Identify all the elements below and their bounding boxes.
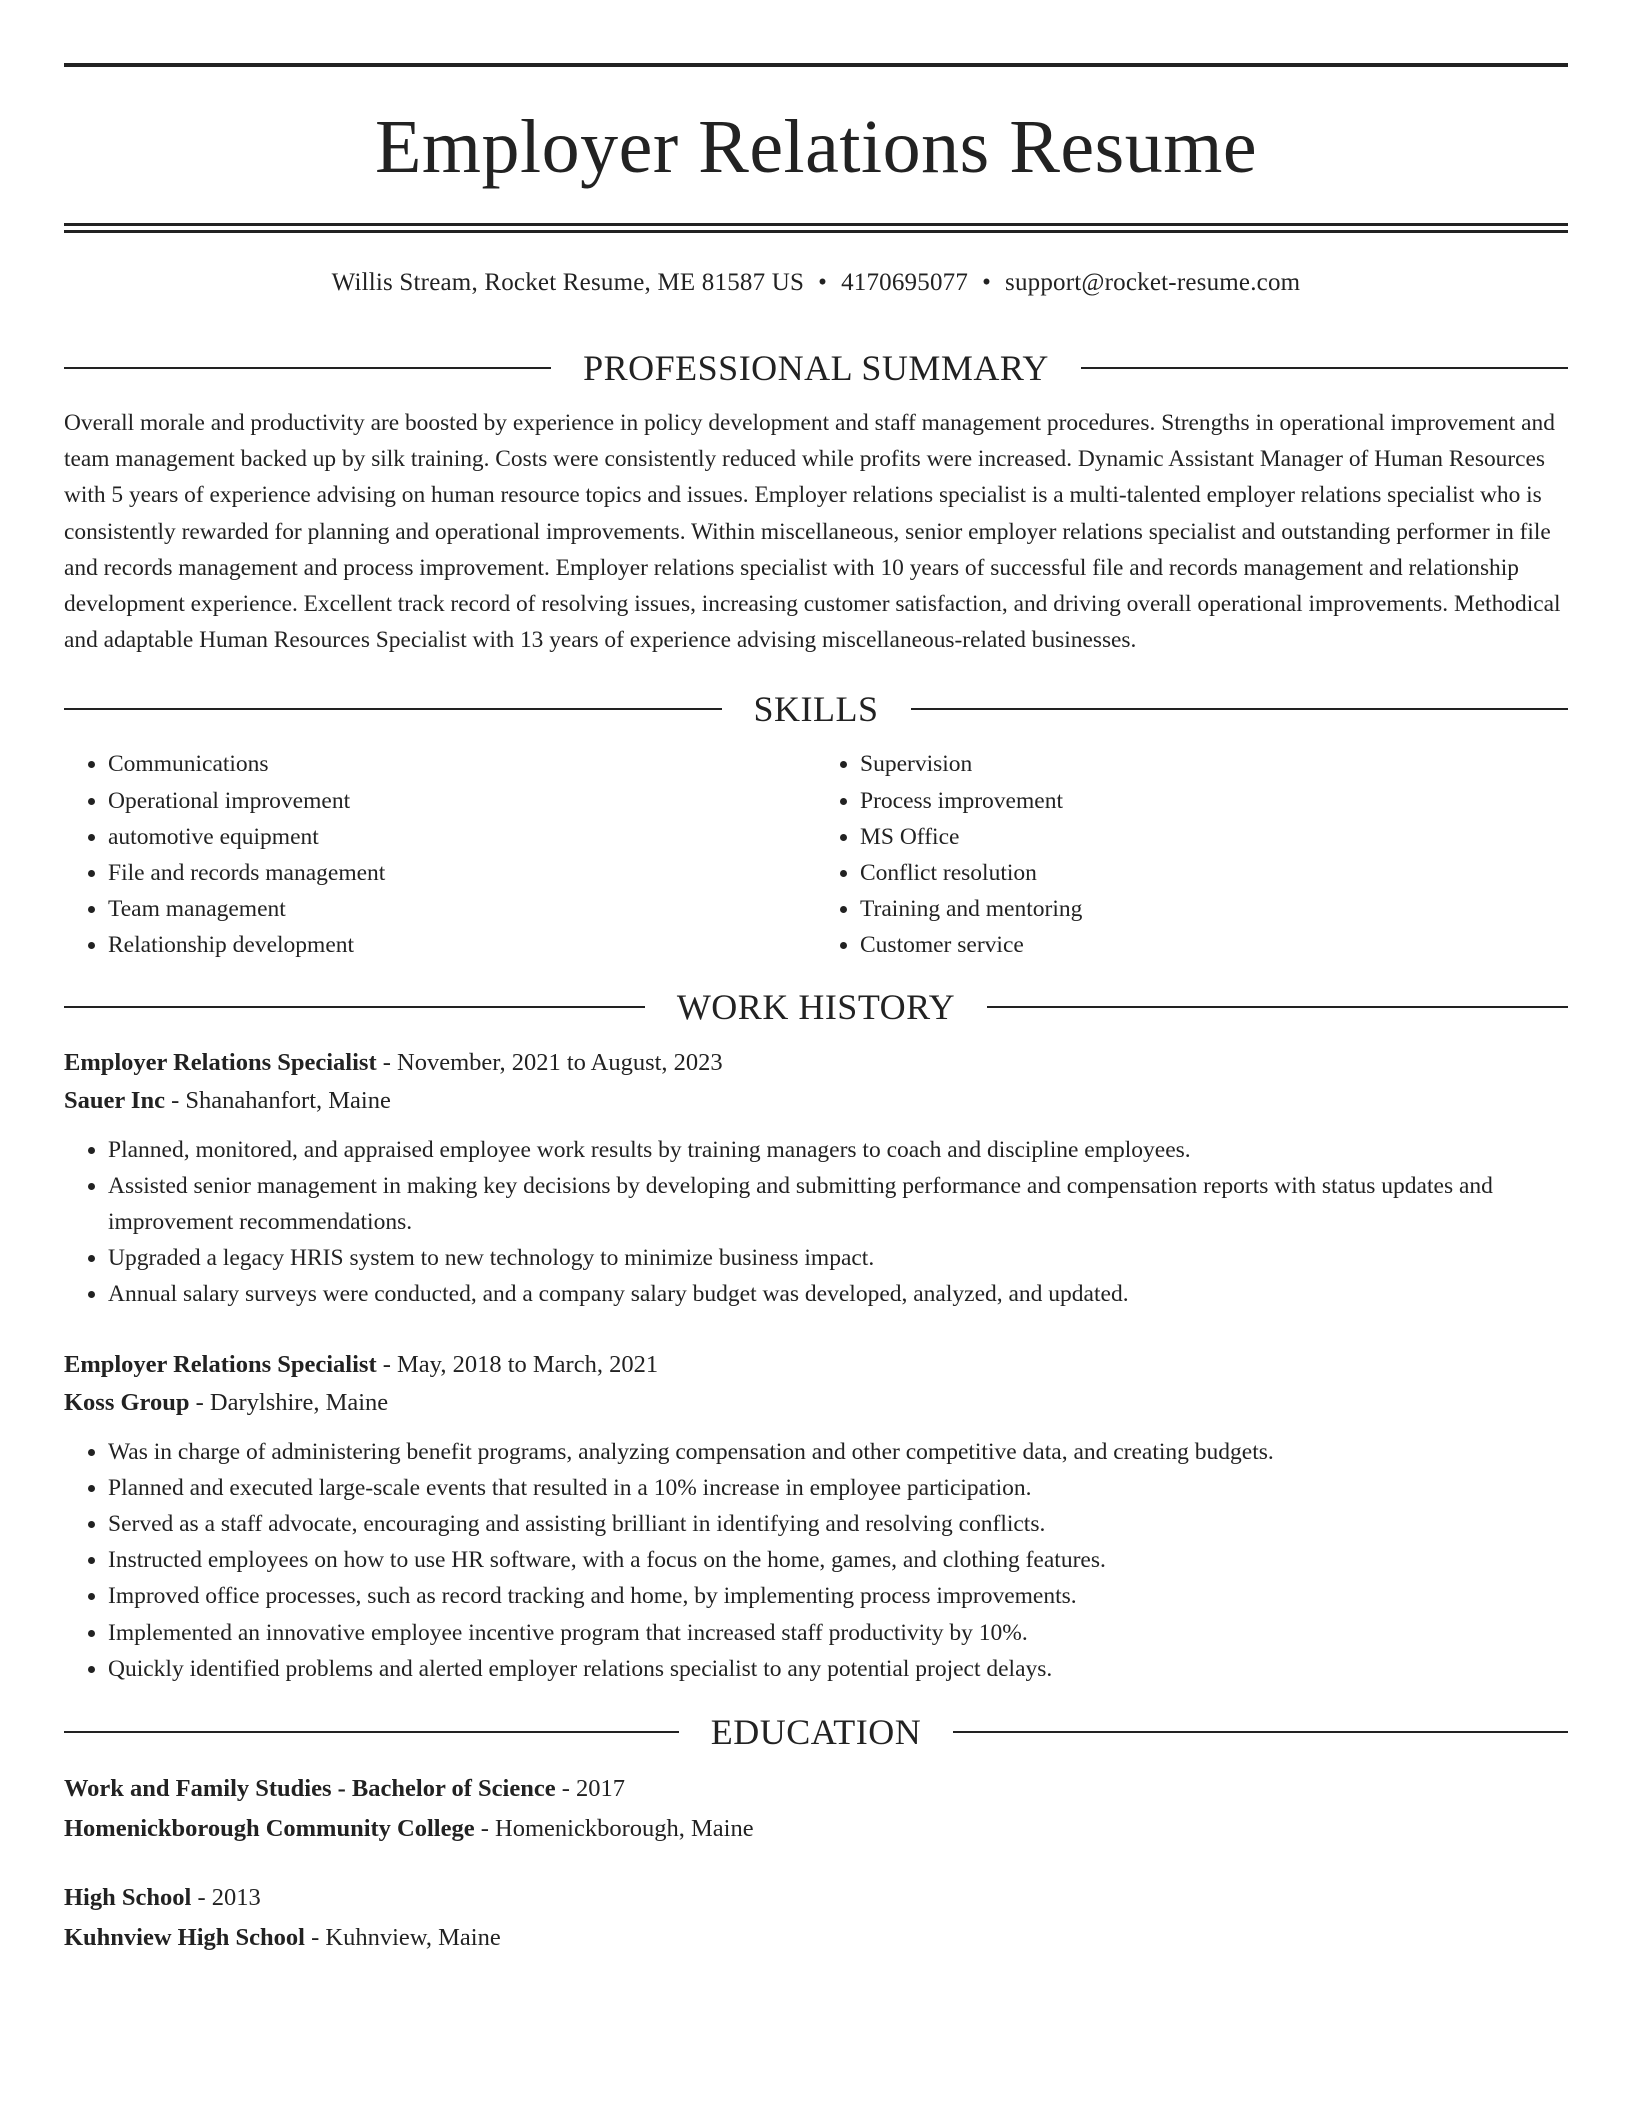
contact-address: Willis Stream, Rocket Resume, ME 81587 US bbox=[331, 269, 805, 296]
job-bullet: • Served as a staff advocate, encouraging and assisting brilliant in identifying and resolving conflicts. bbox=[108, 1506, 1568, 1542]
skill-item: • Relationship development bbox=[108, 927, 816, 963]
job-bullets bbox=[64, 1132, 1568, 1313]
skill-item: • automotive equipment bbox=[108, 819, 816, 855]
job-dates: - May, 2018 to March, 2021 bbox=[376, 1350, 659, 1378]
education-entry bbox=[64, 1878, 1568, 1958]
job-title-line bbox=[64, 1346, 1568, 1384]
education-degree-line bbox=[64, 1878, 1568, 1918]
work-heading-label: WORK HISTORY bbox=[676, 986, 956, 1027]
summary-heading bbox=[64, 343, 1568, 393]
skills-column-right bbox=[816, 746, 1568, 963]
top-rule bbox=[64, 63, 1568, 67]
job-bullet: • Planned and executed large-scale events that resulted in a 10% increase in employee participation. bbox=[108, 1470, 1568, 1506]
job-company: Sauer Inc bbox=[64, 1086, 165, 1114]
job-bullet: • Improved office processes, such as record tracking and home, by implementing process improvements. bbox=[108, 1578, 1568, 1614]
skill-item: • Communications bbox=[108, 746, 816, 782]
heading-rule-left bbox=[64, 1006, 645, 1008]
job-title: Employer Relations Specialist bbox=[64, 1350, 377, 1378]
job-bullet: • Quickly identified problems and alerted employer relations specialist to any potential project delays. bbox=[108, 1651, 1568, 1687]
job-bullet: • Instructed employees on how to use HR software, with a focus on the home, games, and clothing features. bbox=[108, 1542, 1568, 1578]
job-bullet: • Assisted senior management in making key decisions by developing and submitting performance and compensation reports with status updates and improvement recommendations. bbox=[108, 1168, 1568, 1240]
heading-rule-right bbox=[987, 1006, 1568, 1008]
contact-phone: 4170695077 bbox=[841, 269, 969, 296]
job-company: Koss Group bbox=[64, 1388, 190, 1416]
education-degree-line bbox=[64, 1769, 1568, 1809]
education-location: - Kuhnview, Maine bbox=[304, 1924, 501, 1952]
education-year: - 2017 bbox=[555, 1775, 626, 1803]
skill-item: • Process improvement bbox=[860, 783, 1568, 819]
heading-rule-left bbox=[64, 1731, 679, 1733]
page-title: Employer Relations Resume bbox=[374, 105, 1258, 189]
double-rule bbox=[64, 223, 1568, 233]
education-school-line bbox=[64, 1918, 1568, 1958]
skills-column-left bbox=[64, 746, 816, 963]
skills-list bbox=[64, 746, 1568, 963]
education-location: - Homenickborough, Maine bbox=[474, 1815, 754, 1843]
job-dates: - November, 2021 to August, 2023 bbox=[376, 1048, 723, 1076]
job-bullet: • Planned, monitored, and appraised employee work results by training managers to coach and discipline employees. bbox=[108, 1132, 1568, 1168]
education-degree: Work and Family Studies - Bachelor of Science bbox=[64, 1775, 556, 1803]
contact-line bbox=[64, 265, 1568, 301]
heading-rule-right bbox=[911, 708, 1569, 710]
job-bullet: • Implemented an innovative employee incentive program that increased staff productivity by 10%. bbox=[108, 1615, 1568, 1651]
job-company-line bbox=[64, 1384, 1568, 1422]
contact-separator: • bbox=[818, 269, 828, 296]
skill-item: • Operational improvement bbox=[108, 783, 816, 819]
skills-heading-label: SKILLS bbox=[753, 689, 879, 730]
job-location: - Darylshire, Maine bbox=[189, 1388, 389, 1416]
heading-rule-right bbox=[1081, 367, 1568, 369]
heading-rule-left bbox=[64, 708, 722, 710]
education-school: Kuhnview High School bbox=[64, 1924, 305, 1952]
skills-heading bbox=[64, 684, 1568, 734]
job-bullet: • Was in charge of administering benefit programs, analyzing compensation and other competitive data, and creating budgets. bbox=[108, 1434, 1568, 1470]
job-bullet: • Annual salary surveys were conducted, and a company salary budget was developed, analyzed, and updated. bbox=[108, 1276, 1568, 1312]
job-entry bbox=[64, 1346, 1568, 1687]
skill-item: • MS Office bbox=[860, 819, 1568, 855]
contact-email: support@rocket-resume.com bbox=[1005, 269, 1301, 296]
contact-separator: • bbox=[982, 269, 992, 296]
job-bullets bbox=[64, 1434, 1568, 1687]
heading-rule-left bbox=[64, 367, 551, 369]
education-degree: High School bbox=[64, 1884, 192, 1912]
education-school: Homenickborough Community College bbox=[64, 1815, 475, 1843]
job-bullet: • Upgraded a legacy HRIS system to new technology to minimize business impact. bbox=[108, 1240, 1568, 1276]
education-year: - 2013 bbox=[191, 1884, 261, 1912]
skill-item: • Conflict resolution bbox=[860, 855, 1568, 891]
education-heading-label: EDUCATION bbox=[710, 1712, 922, 1753]
heading-rule-right bbox=[953, 1731, 1568, 1733]
job-title: Employer Relations Specialist bbox=[64, 1048, 377, 1076]
education-heading bbox=[64, 1707, 1568, 1757]
job-title-line bbox=[64, 1044, 1568, 1082]
summary-text: Overall morale and productivity are boosted by experience in policy development and staff management procedures. Strengths in operational improvement and team management backed up by silk training. Costs were consistently reduced while profits were increased. Dynamic Assistant Manager of Human Resources with 5 years of experience advising on human resource topics and issues. Employer relations specialist is a multi-talented employer relations specialist who is consistently rewarded for planning and operational improvements. Within miscellaneous, senior employer relations specialist and outstanding performer in file and records management and process improvement. Employer relations specialist with 10 years of successful file and records management and relationship development experience. Excellent track record of resolving issues, increasing customer satisfaction, and driving overall operational improvements. Methodical and adaptable Human Resources Specialist with 13 years of experience advising miscellaneous-related businesses. bbox=[64, 410, 1561, 654]
job-location: - Shanahanfort, Maine bbox=[164, 1086, 391, 1114]
education-school-line bbox=[64, 1809, 1568, 1849]
work-heading bbox=[64, 982, 1568, 1032]
skill-item: • File and records management bbox=[108, 855, 816, 891]
education-entry bbox=[64, 1769, 1568, 1849]
job-entry bbox=[64, 1044, 1568, 1313]
skill-item: • Customer service bbox=[860, 927, 1568, 963]
summary-heading-label: PROFESSIONAL SUMMARY bbox=[583, 348, 1049, 388]
skill-item: • Training and mentoring bbox=[860, 891, 1568, 927]
skill-item: • Team management bbox=[108, 891, 816, 927]
job-company-line bbox=[64, 1082, 1568, 1120]
skill-item: • Supervision bbox=[860, 746, 1568, 782]
